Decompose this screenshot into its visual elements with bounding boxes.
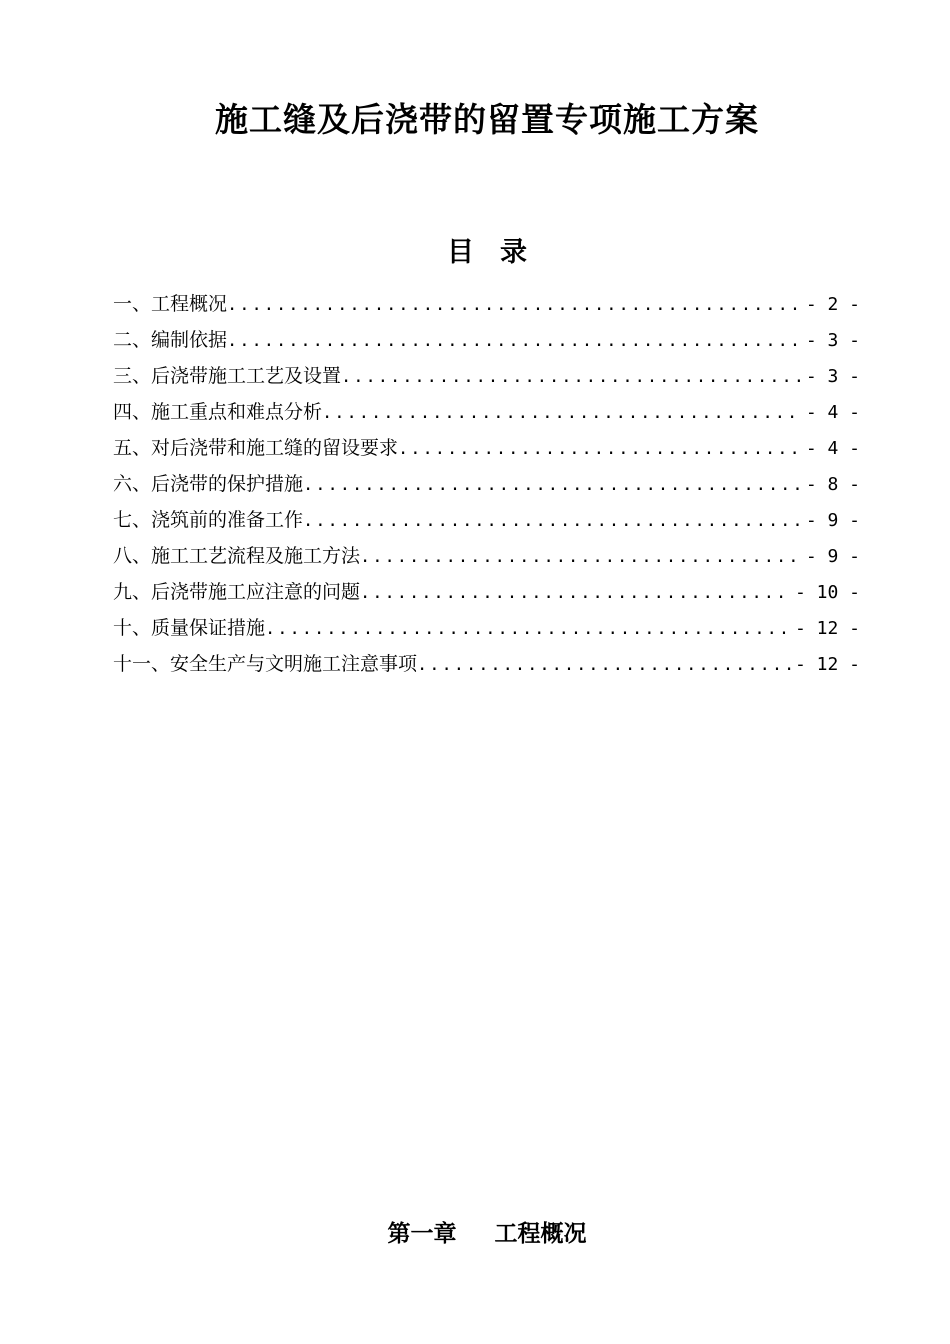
toc-entry-label: 一、工程概况 <box>113 293 228 315</box>
toc-entry-page: - 8 - <box>805 474 860 495</box>
toc-entry-label: 十、质量保证措施 <box>113 617 266 639</box>
toc-entry-label: 二、编制依据 <box>113 329 228 351</box>
toc-entry-page: - 12 - <box>794 654 860 675</box>
chapter-heading <box>0 1215 950 1248</box>
toc-entry-label: 九、后浇带施工应注意的问题 <box>113 581 361 603</box>
toc-entry-page: - 2 - <box>805 294 860 315</box>
toc-entry-label: 四、施工重点和难点分析 <box>113 401 323 423</box>
toc-leader-dots <box>417 647 791 683</box>
toc-entry-label: 六、后浇带的保护措施 <box>113 473 304 495</box>
toc-entry[interactable] <box>113 430 860 466</box>
toc-entry[interactable] <box>113 646 860 682</box>
toc-entry[interactable] <box>113 466 860 502</box>
toc-heading-left: 目 <box>447 237 474 268</box>
toc-entry-page: - 3 - <box>805 366 860 387</box>
toc-heading <box>0 230 950 269</box>
toc-entry-page: - 10 - <box>794 582 860 603</box>
toc-entry-page: - 9 - <box>805 510 860 531</box>
toc-entry[interactable] <box>113 574 860 610</box>
toc-entry[interactable] <box>113 610 860 646</box>
toc-leader-dots <box>227 323 802 359</box>
toc-entry-label: 八、施工工艺流程及施工方法 <box>113 545 361 567</box>
toc-leader-dots <box>227 287 802 323</box>
toc-entry-label: 五、对后浇带和施工缝的留设要求 <box>113 437 399 459</box>
toc-entry-page: - 3 - <box>805 330 860 351</box>
chapter-number: 第一章 <box>387 1220 457 1247</box>
toc-entry[interactable] <box>113 502 860 538</box>
toc-leader-dots <box>360 539 802 575</box>
toc-entry-page: - 9 - <box>805 546 860 567</box>
toc-leader-dots <box>341 359 802 395</box>
toc-leader-dots <box>303 467 802 503</box>
toc-leader-dots <box>398 431 802 467</box>
toc-leader-dots <box>322 395 802 431</box>
toc-entry[interactable] <box>113 322 860 358</box>
toc-heading-right: 录 <box>500 237 527 268</box>
table-of-contents <box>113 286 860 682</box>
toc-entry-page: - 4 - <box>805 402 860 423</box>
toc-entry[interactable] <box>113 286 860 322</box>
document-title: 施工缝及后浇带的留置专项施工方案 <box>215 100 759 139</box>
toc-leader-dots <box>360 575 791 611</box>
toc-entry-page: - 12 - <box>794 618 860 639</box>
toc-entry-label: 三、后浇带施工工艺及设置 <box>113 365 342 387</box>
toc-leader-dots <box>265 611 791 647</box>
toc-entry[interactable] <box>113 358 860 394</box>
toc-entry-label: 七、浇筑前的准备工作 <box>113 509 304 531</box>
toc-entry[interactable] <box>113 394 860 430</box>
toc-entry-label: 十一、安全生产与文明施工注意事项 <box>113 653 418 675</box>
toc-leader-dots <box>303 503 802 539</box>
toc-entry[interactable] <box>113 538 860 574</box>
toc-entry-page: - 4 - <box>805 438 860 459</box>
chapter-title: 工程概况 <box>494 1220 587 1247</box>
